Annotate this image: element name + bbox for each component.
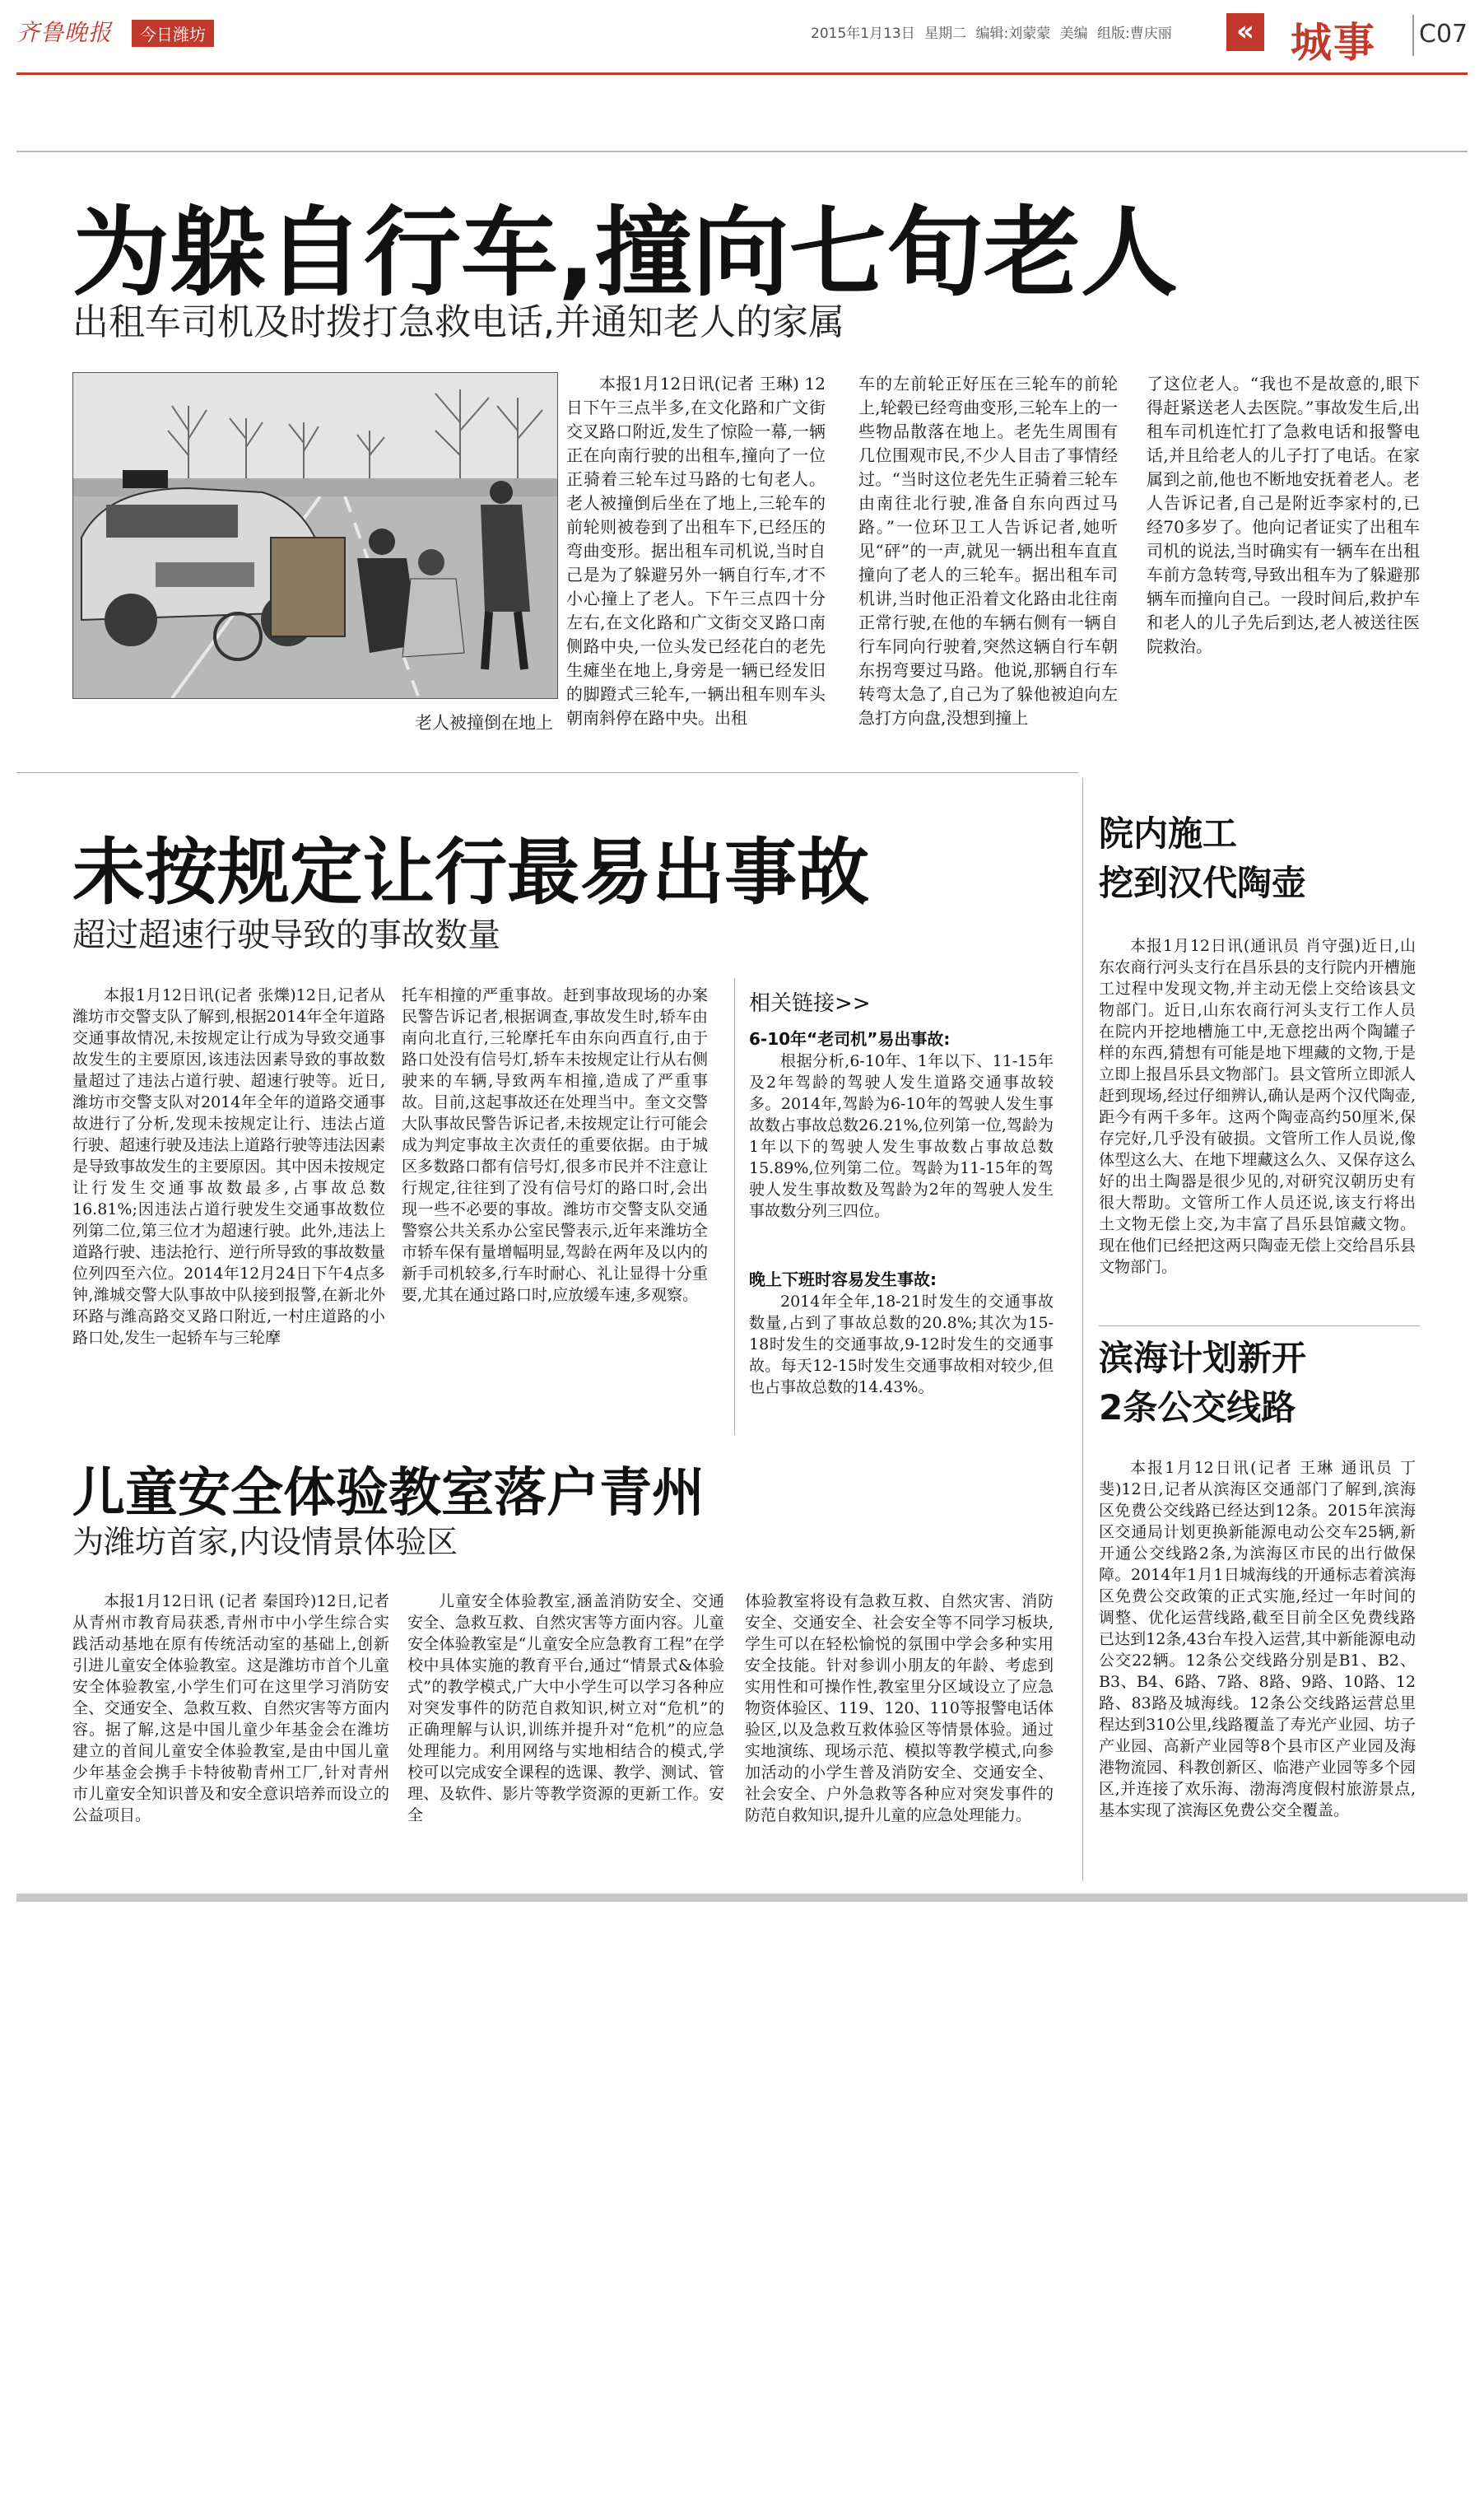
- related-item-2-body: 2014年全年,18-21时发生的交通事故数量,占到了事故总数的20.8%;其次为15-18时发生的交通事故,9-12时发生的交通事故。每天12-15时发生交通事故相对较少,但也占事故总数的14.43%。: [749, 1293, 1054, 1396]
- masthead-divider: [1412, 15, 1414, 56]
- masthead-rule: [16, 72, 1468, 75]
- related-item-1-body: 根据分析,6-10年、1年以下、11-15年及2年驾龄的驾驶人发生道路交通事故较多。2014年,驾龄为6-10年的驾驶人发生事故数占事故总数26.21%,位列第一位,驾龄为1年以下的驾驶人发生事故数占事故总数15.89%,位列第二位。驾龄为11-15年的驾驶人发生事故数及驾龄为2年的驾驶人发生事故数分列三四位。: [749, 1052, 1054, 1220]
- story2-column-1: 本报1月12日讯(记者 张爍)12日,记者从潍坊市交警支队了解到,根据2014年全年道路交通事故情况,未按规定让行成为导致交通事故发生的主要原因,该违法因素导致的事故数量超过了违法占道行驶、超速行驶等。近日,潍坊市交警支队对2014年全年的道路交通事故进行了分析,发现未按规定让行、违法占道行驶、超速行驶及违法上道路行驶等违法因素是导致事故发生的主要原因。其中因未按规定让行发生交通事故数最多,占事故总数16.81%;因违法占道行驶发生交通事故数位列第二位,第三位才为超速行驶。此外,违法上道路行驶、违法抢行、逆行所导致的事故数量位列四至六位。2014年12月24日下午4点多钟,潍城交警大队事故中队接到报警,在新北外环路与潍高路交叉路口附近,一村庄道路的小路口处,发生一起轿车与三轮摩: [72, 986, 385, 1347]
- related-item-2-title: 晚上下班时容易发生事故:: [749, 1269, 937, 1289]
- related-links-title: 相关链接>>: [749, 991, 871, 1016]
- story3-column-2: 儿童安全体验教室,涵盖消防安全、交通安全、急救互救、自然灾害等方面内容。儿童安全体验教室是“儿童安全应急教育工程”在学校中具体实施的教育平台,通过“情景式&体验式”的教学模式,广大中小学生可以学习各种应对突发事件的防范自救知识,树立对“危机”的正确理解与认识,训练并提升对“危机”的应急处理能力。利用网络与实地相结合的模式,学校可以完成安全课程的选课、教学、测试、管理、及软件、影片等教学资源的更新工作。安全: [407, 1592, 724, 1824]
- related-item-1-title: 6-10年“老司机”易出事故:: [749, 1029, 951, 1049]
- edition-label: 今日潍坊: [132, 20, 214, 47]
- story3-column-1: 本报1月12日讯 (记者 秦国玲)12日,记者从青州市教育局获悉,青州市中小学生综合实践活动基地在原有传统活动室的基础上,创新引进儿童安全体验教室。这是潍坊市首个儿童安全体验教室,小学生们可在这里学习消防安全、交通安全、急救互救、自然灾害等方面内容。据了解,这是中国儿童少年基金会在潍坊建立的首间儿童安全体验教室,是由中国儿童少年基金会携手卡特彼勒青州工厂,针对青州市儿童安全知识普及和安全意识培养而设立的公益项目。: [72, 1592, 389, 1824]
- chevron-left-icon: «: [1226, 13, 1264, 51]
- issue-meta: 2015年1月13日 星期二 编辑:刘蒙蒙 美编 组版:曹庆丽: [811, 26, 1172, 42]
- story2-subhead: 超过超速行驶导致的事故数量: [72, 916, 500, 954]
- side2-body: 本报1月12日讯(记者 王琳 通讯员 丁斐)12日,记者从滨海区交通部门了解到,滨海区免费公交线路已经达到12条。2015年滨海区交通局计划更换新能源电动公交车25辆,新开通公交线路2条,为滨海区市民的出行做保障。2014年1月1日城海线的开通标志着滨海区免费公交政策的正式实施,经过一年时间的调整、优化运营线路,截至目前全区免费线路已达到12条,43台车投入运营,其中新能源电动公交22辆。12条公交线路分别是B1、B2、B3、B4、6路、7路、8路、9路、10路、12路、83路及城海线。12条公交线路运营总里程达到310公里,线路覆盖了寿光产业园、坊子产业园、高新产业园等8个县市区产业园及海港物流园、科教创新区、临港产业园等多个园区,并连接了欢乐海、渤海湾度假村旅游景点,基本实现了滨海区免费公交全覆盖。: [1099, 1459, 1416, 1819]
- side1-headline-line1: 院内施工: [1099, 813, 1238, 854]
- page-number: C07: [1419, 20, 1468, 49]
- side1-headline-line2: 挖到汉代陶壶: [1099, 863, 1307, 903]
- story2-column-2: 托车相撞的严重事故。赶到事故现场的办案民警告诉记者,根据调查,事故发生时,轿车由南向北直行,三轮摩托车由东向西直行,由于路口处没有信号灯,轿车未按规定让行从右侧驶来的车辆,导致两车相撞,造成了严重事故。目前,这起事故还在处理当中。奎文交警大队事故民警告诉记者,未按规定让行可能会成为判定事故主次责任的重要依据。由于城区多数路口都有信号灯,很多市民并不注意让行规定,往往到了没有信号灯的路口时,会出现一些不必要的事故。潍坊市交警支队交通警察公共关系办公室民警表示,近年来潍坊全市轿车保有量增幅明显,驾龄在两年及以内的新手司机较多,行车时耐心、礼让显得十分重要,尤其在通过路口时,应放缓车速,多观察。: [402, 986, 708, 1304]
- story1-subhead: 出租车司机及时拨打急救电话,并通知老人的家属: [72, 301, 844, 343]
- story3-column-3: 体验教室将设有急救互救、自然灾害、消防安全、交通安全、社会安全等不同学习板块,学生可以在轻松愉悦的氛围中学会多种实用安全技能。针对参训小朋友的年龄、考虑到实用性和可操作性,教室里分区域设立了应急物资体验区、119、120、110等报警电话体验区,以及急救互救体验区等情景体验。通过实地演练、现场示范、模拟等教学模式,向参加活动的小学生普及消防安全、交通安全、社会安全、户外急救等各种应对突发事件的防范自救知识,提升儿童的应急处理能力。: [745, 1592, 1054, 1824]
- sidebar-rule: [1099, 1325, 1420, 1326]
- story1-bottom-rule: [16, 772, 1078, 773]
- story1-column-1: 本报1月12日讯(记者 王琳) 12日下午三点半多,在文化路和广文街交叉路口附近,发生了惊险一幕,一辆正在向南行驶的出租车,撞向了一位正骑着三轮车过马路的七旬老人。老人被撞倒后坐在了地上,三轮车的前轮则被卷到了出租车下,已经压的弯曲变形。据出租车司机说,当时自己是为了躲避另外一辆自行车,才不小心撞上了老人。下午三点四十分左右,在文化路和广文街交叉路口南侧路中央,一位头发已经花白的老先生瘫坐在地上,身旁是一辆已经发旧的脚蹬式三轮车,一辆出租车则车头朝南斜停在路中央。出租: [566, 374, 826, 728]
- side2-headline-line1: 滨海计划新开: [1099, 1338, 1307, 1378]
- sidebar-divider: [1082, 778, 1083, 1881]
- page-bottom-bar: [16, 1894, 1468, 1902]
- story3-headline: 儿童安全体验教室落户青州: [72, 1463, 705, 1524]
- story1-photo-caption: 老人被撞倒在地上: [415, 713, 553, 733]
- story1-headline: 为躲自行车,撞向七旬老人: [72, 196, 1178, 310]
- story1-photo: [72, 372, 558, 699]
- header-rule: [16, 151, 1468, 152]
- story1-column-3: 了这位老人。“我也不是故意的,眼下得赶紧送老人去医院。”事故发生后,出租车司机连忙打了急救电话和报警电话,并且给老人的儿子打了电话。在家属到之前,他也不断地安抚着老人。老人告诉记者,自己是附近李家村的,已经70多岁了。他向记者证实了出租车司机的说法,当时确实有一辆车在出租车前方急转弯,导致出租车为了躲避那辆车而撞向自己。一段时间后,救护车和老人的儿子先后到达,老人被送往医院救治。: [1147, 374, 1420, 656]
- story3-subhead: 为潍坊首家,内设情景体验区: [72, 1524, 458, 1560]
- story1-column-2: 车的左前轮正好压在三轮车的前轮上,轮毂已经弯曲变形,三轮车上的一些物品散落在地上。老先生周围有几位围观市民,不少人目击了事情经过。“当时这位老先生正骑着三轮车由南往北行驶,准备自东向西过马路。”一位环卫工人告诉记者,她听见“砰”的一声,就见一辆出租车直直撞向了老人的三轮车。据出租车司机讲,当时他正沿着文化路由北往南正常行驶,在他的车辆右侧有一辆自行车同向行驶着,突然这辆自行车朝东拐弯要过马路。他说,那辆自行车转弯太急了,自己为了躲他被迫向左急打方向盘,没想到撞上: [858, 374, 1118, 728]
- story2-headline: 未按规定让行最易出事故: [72, 830, 870, 915]
- side2-headline-line2: 2条公交线路: [1099, 1387, 1296, 1428]
- section-title: 城事: [1291, 19, 1376, 67]
- related-divider: [734, 978, 735, 1435]
- side1-body: 本报1月12日讯(通讯员 肖守强)近日,山东农商行河头支行在昌乐县的支行院内开槽施工过程中发现文物,并主动无偿上交给该县文物部门。近日,山东农商行河头支行工作人员在院内开挖地槽施工中,无意挖出两个陶罐子样的东西,猜想有可能是地下埋藏的文物,于是立即上报昌乐县文物部门。县文管所立即派人赶到现场,经过仔细辨认,确认是两个汉代陶壶,距今有两千多年。这两个陶壶高约50厘米,保存完好,几乎没有破损。文管所工作人员说,像体型这么大、在地下埋藏这么久、又保存这么好的出土陶器是很少见的,对研究汉朝历史有很大帮助。文管所工作人员还说,该支行将出土文物无偿上交,为丰富了昌乐县馆藏文物。现在他们已经把这两只陶壶无偿上交给昌乐县文物部门。: [1099, 937, 1416, 1276]
- newspaper-logo: 齐鲁晚报: [16, 19, 113, 46]
